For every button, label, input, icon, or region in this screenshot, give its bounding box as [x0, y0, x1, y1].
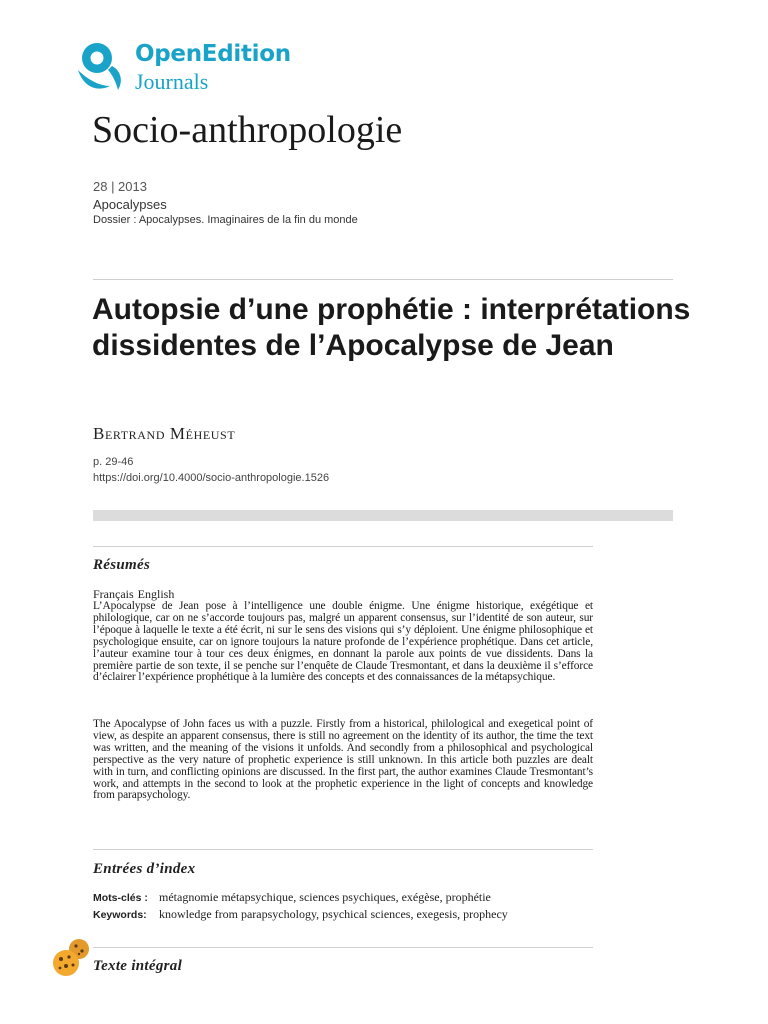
motscles-row	[93, 890, 491, 905]
header-divider	[93, 279, 673, 280]
resumes-heading: Résumés	[93, 557, 151, 573]
texte-divider	[93, 947, 593, 948]
journal-title[interactable]: Socio-anthropologie	[92, 109, 403, 151]
keywords-row	[93, 907, 508, 922]
resumes-divider	[93, 546, 593, 547]
abstract-en: The Apocalypse of John faces us with a puzzle. Firstly from a historical, philological and exegetical point of view, as despite an apparent consensus, there is still no agreement on the identity of its author, the time the text was written, and the meaning of the visions it unfolds. And secondly from a philosophical and psychological perspective as the very nature of prophetic experience is still unknown. In this article both puzzles are dealt with in turn, and conflicting opinions are discussed. In the first part, the author examines Claude Tresmontant’s work, and attempts in the second to look at the prophetic experience in the light of concepts and knowledge from parapsychology.	[93, 718, 593, 802]
doi-link[interactable]: https://doi.org/10.4000/socio-anthropologie.1526	[93, 472, 330, 484]
motscles-values[interactable]: métagnomie métapsychique, sciences psychiques, exégèse, prophétie	[159, 890, 491, 904]
motscles-label: Mots-clés :	[93, 892, 148, 904]
dossier-label: Dossier : Apocalypses. Imaginaires de la fin du monde	[93, 214, 358, 226]
texte-heading: Texte intégral	[93, 958, 183, 974]
keywords-values[interactable]: knowledge from parapsychology, psychical sciences, exegesis, prophecy	[159, 907, 508, 921]
lang-en-link[interactable]: English	[137, 587, 175, 601]
author-name[interactable]: Bertrand Méheust	[93, 424, 236, 443]
openedition-logo[interactable]	[76, 40, 316, 96]
keywords-label: Keywords:	[93, 909, 147, 921]
issue-theme[interactable]: Apocalypses	[93, 197, 167, 212]
article-title: Autopsie d’une prophétie : interprétations dissidentes de l’Apocalypse de Jean	[92, 293, 691, 362]
cookie-icon[interactable]	[52, 938, 92, 978]
index-divider	[93, 849, 593, 850]
brand-name: OpenEdition	[135, 41, 291, 67]
section-separator-bar	[93, 510, 673, 521]
abstract-fr: L’Apocalypse de Jean pose à l’intelligence une double énigme. Une énigme historique, exégétique et philologique, car on ne s’accorde toujours pas, malgré un apparent consensus, sur l’identité de son auteur, sur l’époque à laquelle le texte a été écrit, ni sur le sens des visions qui s’y déploient. Une énigme philosophique et psychologique ensuite, car on ignore toujours la nature profonde de l’expérience prophétique. Dans cet article, l’auteur examine tour à tour ces deux énigmes, en donnant la parole aux points de vue dissidents. Dans la première partie de son texte, il se penche sur l’enquête de Claude Tresmontant, et dans la deuxième il s’efforce d’éclairer l’expérience prophétique à la lumière des concepts et des connaissances de la métapsychique.	[93, 600, 593, 684]
index-heading: Entrées d’index	[93, 861, 196, 877]
brand-sub: Journals	[135, 69, 209, 94]
issue-number[interactable]: 28 | 2013	[93, 179, 147, 194]
lang-fr-link[interactable]: Français	[93, 587, 134, 601]
page-range: p. 29-46	[93, 456, 134, 468]
openedition-flower-icon	[76, 42, 126, 94]
